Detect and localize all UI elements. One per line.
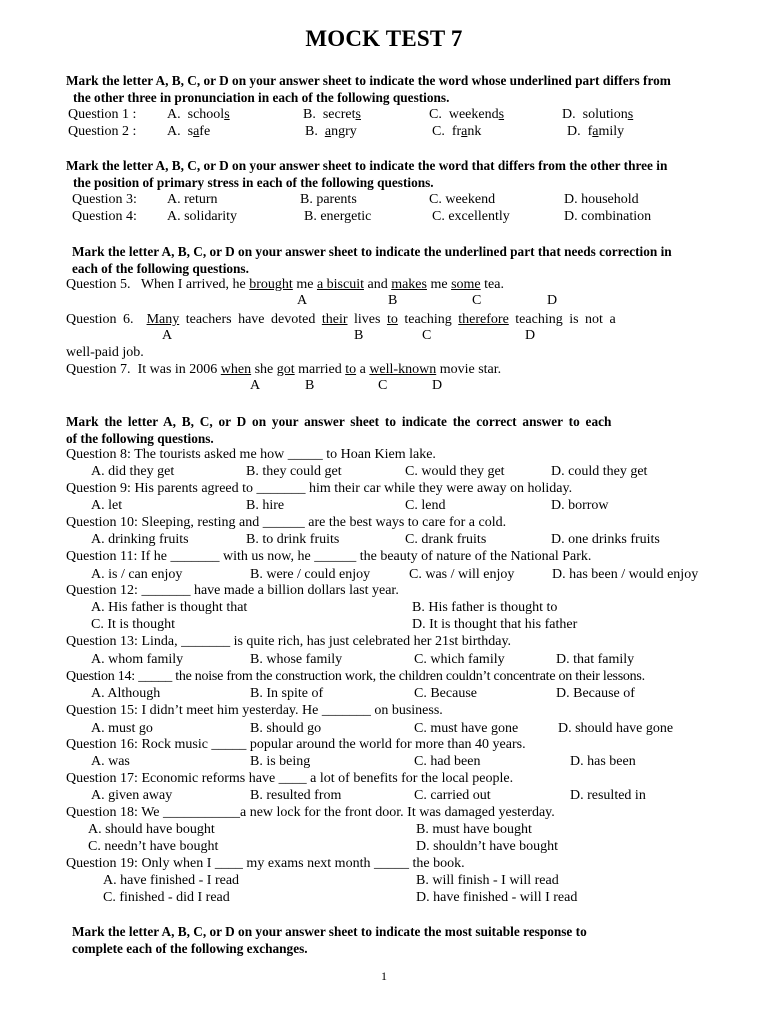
option-a: A. whom family	[91, 652, 184, 667]
question-18-stem: Question 18: We ___________a new lock for the front door. It was damaged yesterday.	[66, 805, 555, 820]
underlined-part-b: a biscuit	[316, 277, 364, 292]
underlined-part-b: got	[276, 362, 295, 377]
option-d: D. one drinks fruits	[551, 532, 660, 547]
option-b: B. whose family	[250, 652, 343, 667]
option-c: C. was / will enjoy	[409, 567, 515, 582]
question-label: Question 4:	[72, 209, 137, 224]
option-c: C. drank fruits	[405, 532, 487, 547]
underlined-part-a: Many	[146, 312, 180, 327]
section-1-instruction	[66, 72, 671, 106]
answer-markers	[0, 328, 768, 344]
marker-d: D	[525, 328, 536, 343]
question-16-stem: Question 16: Rock music _____ popular around the world for more than 40 years.	[66, 737, 526, 752]
question-10-stem: Question 10: Sleeping, resting and ______ are the best ways to care for a cold.	[66, 515, 507, 530]
option-b: B. is being	[250, 754, 311, 769]
question-17-stem: Question 17: Economic reforms have ____ a lot of benefits for the local people.	[66, 771, 514, 786]
section-4-instruction	[66, 413, 611, 447]
option-a: A. is / can enjoy	[91, 567, 183, 582]
section-2-instruction	[66, 157, 667, 191]
option-d: D. could they get	[551, 464, 648, 479]
option-b: B. In spite of	[250, 686, 324, 701]
instruction-line: Mark the letter A, B, C, or D on your answer sheet to indicate the word whose underlined part differs from	[66, 73, 671, 88]
option-d: D. has been / would enjoy	[552, 567, 699, 582]
question-5: Question 5. When I arrived, he brought me a biscuit and makes me some tea.	[66, 277, 504, 292]
question-14-stem: Question 14: _____ the noise from the construction work, the children couldn’t concentrate on their lessons.	[66, 669, 645, 684]
option-d: D. should have gone	[558, 721, 674, 736]
option-b: B. will finish - I will read	[416, 873, 559, 888]
option-a: A. must go	[91, 721, 153, 736]
question-6: Question 6. Many teachers have devoted their lives to teaching therefore teaching is not a	[66, 312, 616, 327]
underlined-part-a: brought	[249, 277, 293, 292]
option-a: A. solidarity	[167, 209, 237, 224]
instruction-line: each of the following questions.	[72, 261, 249, 276]
question-15-stem: Question 15: I didn’t meet him yesterday. He _______ on business.	[66, 703, 443, 718]
question-label: Question 6.	[66, 312, 134, 327]
option-b: B. resulted from	[250, 788, 342, 803]
option-b: B. secrets	[303, 107, 361, 122]
option-a: A. given away	[91, 788, 173, 803]
instruction-line: the other three in pronunciation in each of the following questions.	[73, 90, 450, 105]
question-11-stem: Question 11: If he _______ with us now, he ______ the beauty of nature of the National Park.	[66, 549, 592, 564]
option-a: A. return	[167, 192, 218, 207]
option-a: A. Although	[91, 686, 161, 701]
option-d: D. It is thought that his father	[412, 617, 578, 632]
option-d: D. combination	[564, 209, 652, 224]
instruction-line: Mark the letter A, B, C, or D on your answer sheet to indicate the correct answer to each	[66, 414, 612, 429]
underlined-part-d: some	[451, 277, 481, 292]
instruction-line: complete each of the following exchanges.	[72, 941, 308, 956]
option-b: B. they could get	[246, 464, 342, 479]
option-d: D. borrow	[551, 498, 609, 513]
answer-markers	[0, 293, 768, 309]
option-a: A. drinking fruits	[91, 532, 189, 547]
option-c: C. finished - did I read	[103, 890, 230, 905]
option-c: C. which family	[414, 652, 505, 667]
question-label: Question 3:	[72, 192, 137, 207]
marker-a: A	[297, 293, 308, 308]
option-a: A. have finished - I read	[103, 873, 240, 888]
option-c: C. must have gone	[414, 721, 519, 736]
option-b: B. hire	[246, 498, 285, 513]
option-d: D. has been	[570, 754, 636, 769]
option-d: D. that family	[556, 652, 635, 667]
marker-a: A	[162, 328, 173, 343]
marker-c: C	[472, 293, 482, 308]
option-d: D. shouldn’t have bought	[416, 839, 559, 854]
question-9-stem: Question 9: His parents agreed to _______ him their car while they were away on holiday.	[66, 481, 573, 496]
question-8-stem: Question 8: The tourists asked me how _____ to Hoan Kiem lake.	[66, 447, 436, 462]
option-b: B. energetic	[304, 209, 372, 224]
question-label: Question 5.	[66, 277, 131, 292]
underlined-part-d: well-known	[369, 362, 437, 377]
instruction-line: Mark the letter A, B, C, or D on your answer sheet to indicate the underlined part that needs correction in	[72, 244, 672, 259]
option-a: A. schools	[167, 107, 230, 122]
underlined-part-c: to	[386, 312, 398, 327]
answer-markers	[0, 378, 768, 394]
page-number: 1	[381, 969, 387, 983]
section-3-instruction	[72, 243, 672, 277]
option-a: A. let	[91, 498, 123, 513]
marker-d: D	[432, 378, 443, 393]
option-a: A. safe	[167, 124, 211, 139]
option-c: C. lend	[405, 498, 446, 513]
option-c: C. excellently	[432, 209, 510, 224]
option-d: D. household	[564, 192, 639, 207]
question-19-stem: Question 19: Only when I ____ my exams next month _____ the book.	[66, 856, 465, 871]
option-d: D. solutions	[562, 107, 634, 122]
option-c: C. weekends	[429, 107, 505, 122]
marker-c: C	[378, 378, 388, 393]
option-a: A. His father is thought that	[91, 600, 248, 615]
option-b: B. must have bought	[416, 822, 532, 837]
sentence-text: When I arrived, he	[140, 277, 250, 292]
marker-a: A	[250, 378, 261, 393]
marker-c: C	[422, 328, 432, 343]
option-b: B. to drink fruits	[246, 532, 340, 547]
instruction-line: Mark the letter A, B, C, or D on your answer sheet to indicate the most suitable response to	[72, 924, 587, 939]
page-title: MOCK TEST 7	[305, 26, 463, 51]
question-label: Question 1 :	[68, 107, 137, 122]
underlined-part-c: makes	[391, 277, 427, 292]
option-a: A. was	[91, 754, 130, 769]
underlined-part-c: to	[345, 362, 357, 377]
option-a: A. did they get	[91, 464, 175, 479]
option-a: A. should have bought	[88, 822, 215, 837]
option-b: B. parents	[300, 192, 357, 207]
option-c: C. carried out	[414, 788, 491, 803]
underlined-part-a: when	[220, 362, 252, 377]
option-c: C. weekend	[429, 192, 496, 207]
marker-b: B	[354, 328, 364, 343]
question-label: Question 2 :	[68, 124, 137, 139]
question-12-stem: Question 12: _______ have made a billion dollars last year.	[66, 583, 399, 598]
instruction-line: Mark the letter A, B, C, or D on your answer sheet to indicate the word that differs from the other three in	[66, 158, 668, 173]
option-b: B. were / could enjoy	[250, 567, 371, 582]
option-c: C. frank	[432, 124, 482, 139]
option-c: C. would they get	[405, 464, 505, 479]
question-6-continuation: well-paid job.	[66, 345, 144, 360]
question-7: Question 7. It was in 2006 when she got married to a well-known movie star.	[66, 362, 502, 377]
marker-b: B	[388, 293, 398, 308]
option-b: B. angry	[305, 124, 357, 139]
option-c: C. Because	[414, 686, 477, 701]
section-5-instruction	[72, 923, 587, 957]
option-d: D. resulted in	[570, 788, 646, 803]
underlined-part-b: their	[321, 312, 348, 327]
question-13-stem: Question 13: Linda, _______ is quite rich, has just celebrated her 21st birthday.	[66, 634, 512, 649]
option-d: D. have finished - will I read	[416, 890, 578, 905]
option-c: C. had been	[414, 754, 481, 769]
option-c: C. needn’t have bought	[88, 839, 219, 854]
instruction-line: of the following questions.	[66, 431, 214, 446]
marker-b: B	[305, 378, 315, 393]
option-b: B. His father is thought to	[412, 600, 558, 615]
instruction-line: the position of primary stress in each of the following questions.	[73, 175, 434, 190]
option-b: B. should go	[250, 721, 322, 736]
option-d: D. Because of	[556, 686, 635, 701]
option-d: D. family	[567, 124, 625, 139]
marker-d: D	[547, 293, 558, 308]
question-label: Question 7.	[66, 362, 131, 377]
underlined-part-d: therefore	[458, 312, 509, 327]
option-c: C. It is thought	[91, 617, 176, 632]
